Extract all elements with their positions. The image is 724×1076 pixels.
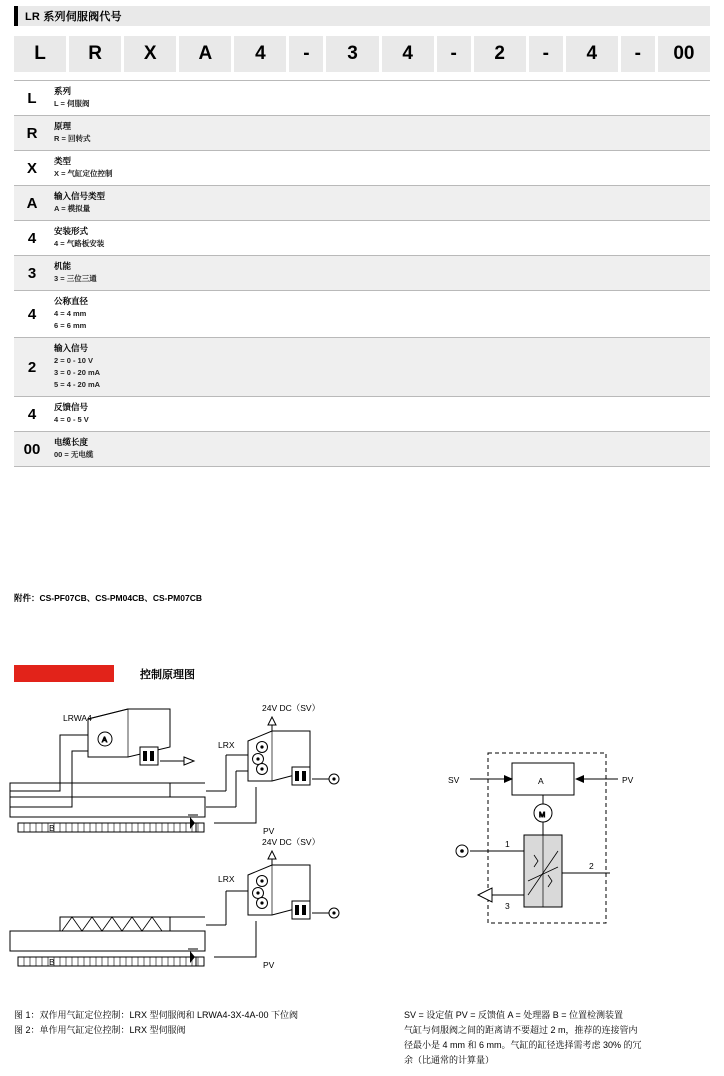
product-code-row [14, 36, 710, 72]
diagram-label-block-a: A [538, 776, 544, 786]
table-row [14, 81, 710, 116]
code-key: 4 [27, 305, 37, 323]
caption-line: 余（比通常的计算量） [404, 1055, 495, 1065]
code-cell: X [124, 36, 176, 72]
diagram-label-pv-top: PV [263, 826, 275, 836]
diagram-label-sv: SV [448, 775, 460, 785]
code-description-title: 类型 [54, 156, 72, 166]
code-description-line: A = 模拟量 [54, 204, 91, 213]
diagram-label-port1: 1 [505, 839, 510, 849]
code-key: 3 [27, 264, 37, 282]
caption-line: 气缸与伺服阀之间的距离请不要超过 2 m，推荐的连接管内 [404, 1025, 638, 1035]
code-key: R [26, 124, 38, 142]
table-row [14, 221, 710, 256]
svg-text:A: A [102, 735, 108, 744]
code-key: L [27, 89, 37, 107]
code-description-line: L = 伺服阀 [54, 99, 90, 108]
table-row [14, 397, 710, 432]
diagram-label-port3: 3 [505, 901, 510, 911]
code-key: 4 [27, 229, 37, 247]
table-row [14, 151, 710, 186]
code-description-line: 4 = 0 - 5 V [54, 415, 89, 424]
figure-caption-left [14, 1008, 384, 1038]
diagram-label-pv-bottom: PV [263, 960, 275, 970]
code-separator: - [529, 36, 563, 72]
code-cell: 4 [234, 36, 286, 72]
code-cell: R [69, 36, 121, 72]
code-separator: - [289, 36, 323, 72]
code-description [50, 432, 710, 466]
code-description-line: X = 气缸定位控制 [54, 169, 113, 178]
code-key: 00 [23, 440, 41, 458]
code-description-line: 5 = 4 - 20 mA [54, 380, 101, 389]
code-description [50, 81, 710, 115]
code-description-title: 系列 [54, 86, 72, 96]
code-key: X [26, 159, 37, 177]
diagram-label-lrx-top: LRX [218, 740, 235, 750]
diagram-label-lrwa4: LRWA4 [63, 713, 92, 723]
code-cell: A [179, 36, 231, 72]
code-separator: - [437, 36, 471, 72]
diagram-label-port2: 2 [589, 861, 594, 871]
code-key: A [26, 194, 38, 212]
diagram-label-dc-bottom: 24V DC（SV） [262, 837, 321, 847]
code-separator: - [621, 36, 655, 72]
code-description [50, 151, 710, 185]
table-row [14, 432, 710, 467]
code-description [50, 397, 710, 431]
code-key: 2 [27, 358, 37, 376]
table-row [14, 256, 710, 291]
code-description-title: 安装形式 [54, 226, 89, 236]
code-description-line: R = 回转式 [54, 134, 91, 143]
section-header-control-diagram [14, 665, 195, 682]
table-row [14, 291, 710, 338]
code-description-line: 00 = 无电缆 [54, 450, 94, 459]
code-cell: 4 [382, 36, 434, 72]
code-description-title: 机能 [54, 261, 72, 271]
code-description-line: 6 = 6 mm [54, 321, 87, 330]
code-description-title: 公称直径 [54, 296, 89, 306]
code-description-line: 2 = 0 - 10 V [54, 356, 93, 365]
code-cell: L [14, 36, 66, 72]
table-row [14, 186, 710, 221]
diagram-label-b-top: B [49, 823, 55, 833]
code-description-line: 4 = 4 mm [54, 309, 87, 318]
code-description [50, 116, 710, 150]
diagram-label-lrx-bottom: LRX [218, 874, 235, 884]
code-description-line: 3 = 三位三通 [54, 274, 97, 283]
code-description [50, 221, 710, 255]
diagram-label-pv: PV [622, 775, 634, 785]
svg-text:M: M [539, 810, 546, 819]
code-description-line: 3 = 0 - 20 mA [54, 368, 101, 377]
code-description-title: 输入信号 [54, 343, 89, 353]
code-description [50, 256, 710, 290]
code-cell: 2 [474, 36, 526, 72]
code-description-title: 输入信号类型 [54, 191, 106, 201]
code-description-title: 反馈信号 [54, 402, 89, 412]
code-description [50, 338, 710, 396]
code-description [50, 291, 710, 337]
section-accent-red [14, 665, 114, 682]
header-bar [14, 6, 710, 26]
code-cell: 3 [326, 36, 378, 72]
caption-line: 图 1：双作用气缸定位控制：LRX 型伺服阀和 LRWA4-3X-4A-00 下位阀 [14, 1010, 299, 1020]
caption-line: 图 2：单作用气缸定位控制：LRX 型伺服阀 [14, 1025, 186, 1035]
page-title: LR 系列伺服阀代号 [25, 11, 122, 23]
caption-line: SV = 设定值 PV = 反馈值 A = 处理器 B = 位置检测装置 [404, 1010, 624, 1020]
caption-line: 径最小是 4 mm 和 6 mm。气缸的缸径选择需考虑 30% 的冗 [404, 1040, 642, 1050]
diagram-label-b-bottom: B [49, 957, 55, 967]
code-cell: 4 [566, 36, 618, 72]
code-description-title: 电缆长度 [54, 437, 89, 447]
diagram-label-dc-top: 24V DC（SV） [262, 703, 321, 713]
code-description-line: 4 = 气路板安装 [54, 239, 105, 248]
table-row [14, 338, 710, 397]
accessories-note: 附件：CS-PF07CB、CS-PM04CB、CS-PM07CB [14, 593, 202, 603]
table-row [14, 116, 710, 151]
code-key: 4 [27, 405, 37, 423]
section-title: 控制原理图 [140, 668, 195, 681]
figure-caption-right [404, 1008, 712, 1068]
code-description-table [14, 80, 710, 467]
code-cell: 00 [658, 36, 710, 72]
code-description [50, 186, 710, 220]
code-description-title: 原理 [54, 121, 72, 131]
control-principle-diagram [0, 695, 724, 1005]
